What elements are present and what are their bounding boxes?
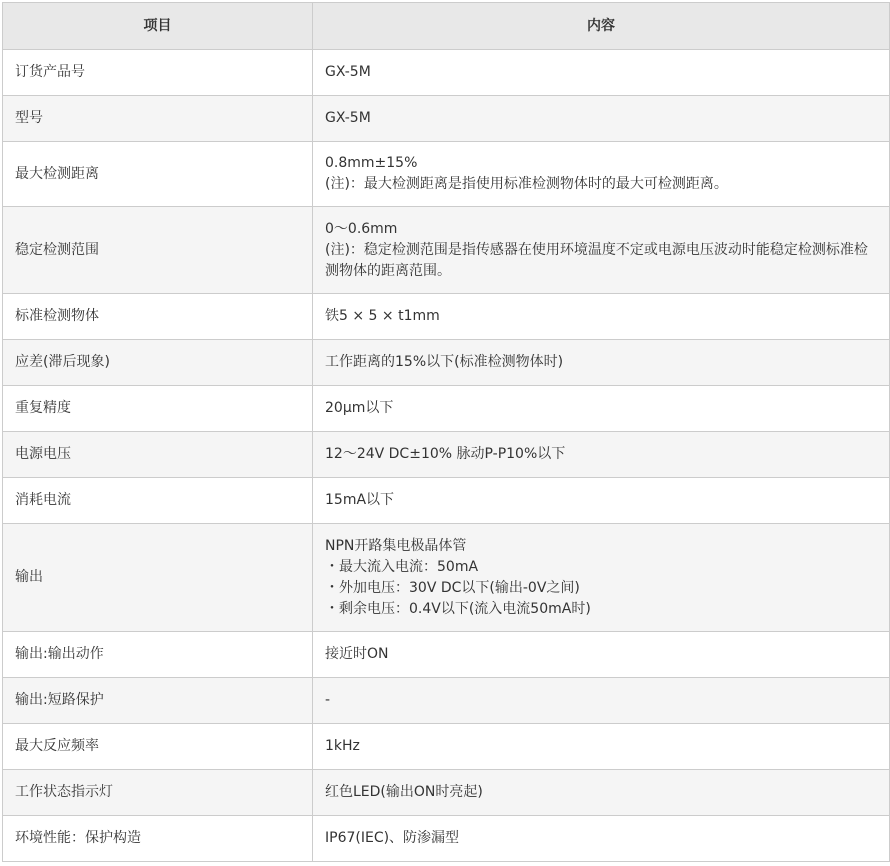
row-value [313,770,890,816]
table-row [3,96,890,142]
row-label: 稳定检测范围 [3,207,313,294]
table-row [3,340,890,386]
row-label: 工作状态指示灯 [3,770,313,816]
table-row [3,724,890,770]
table-row [3,678,890,724]
bullet-line: ・剩余电压：0.4V以下(流入电流50mA时) [325,600,591,617]
header-content: 内容 [313,3,890,50]
table-row [3,478,890,524]
note-line: (注)：最大检测距离是指使用标准检测物体时的最大可检测距离。 [325,176,728,192]
header-row [3,3,890,50]
value-line: 红色LED(输出ON时亮起) [325,784,483,800]
row-label: 最大检测距离 [3,142,313,207]
value-line: GX-5M [325,64,371,80]
row-value [313,386,890,432]
table-row [3,524,890,632]
row-value [313,816,890,862]
row-value [313,632,890,678]
value-line: 1kHz [325,738,360,754]
row-label: 输出:短路保护 [3,678,313,724]
value-line: 接近时ON [325,646,389,662]
table-row [3,207,890,294]
value-line: NPN开路集电极晶体管 [325,537,467,554]
row-value [313,678,890,724]
row-value [313,96,890,142]
value-line: 0～0.6mm [325,220,398,237]
spec-table [2,2,890,862]
bullet-line: ・外加电压：30V DC以下(输出-0V之间) [325,579,580,596]
row-value [313,524,890,632]
row-label: 应差(滞后现象) [3,340,313,386]
value-line: 铁5 × 5 × t1mm [325,308,440,324]
row-label: 订货产品号 [3,50,313,96]
table-row [3,142,890,207]
row-label: 输出 [3,524,313,632]
table-row [3,294,890,340]
row-label: 标准检测物体 [3,294,313,340]
value-line: IP67(IEC)、防渗漏型 [325,830,460,846]
bullet-line: ・最大流入电流：50mA [325,558,479,575]
table-row [3,770,890,816]
row-label: 最大反应频率 [3,724,313,770]
row-value [313,432,890,478]
row-label: 输出:输出动作 [3,632,313,678]
header-item: 项目 [3,3,313,50]
row-value [313,50,890,96]
row-label: 电源电压 [3,432,313,478]
row-value [313,724,890,770]
value-line: 12～24V DC±10% 脉动P-P10%以下 [325,446,566,462]
table-row [3,632,890,678]
row-value [313,478,890,524]
value-line: - [325,692,331,708]
row-label: 消耗电流 [3,478,313,524]
value-line: GX-5M [325,110,371,126]
table-row [3,432,890,478]
row-label: 环境性能：保护构造 [3,816,313,862]
table-row [3,50,890,96]
row-value [313,142,890,207]
note-line: (注)：稳定检测范围是指传感器在使用环境温度不定或电源电压波动时能稳定检测标准检测物体的距离范围。 [325,241,868,279]
row-label: 重复精度 [3,386,313,432]
value-line: 工作距离的15%以下(标准检测物体时) [325,354,564,370]
value-line: 0.8mm±15% [325,155,418,171]
row-label: 型号 [3,96,313,142]
table-row [3,816,890,862]
row-value [313,294,890,340]
table-row [3,386,890,432]
row-value [313,340,890,386]
row-value [313,207,890,294]
value-line: 20μm以下 [325,400,394,416]
value-line: 15mA以下 [325,492,395,508]
